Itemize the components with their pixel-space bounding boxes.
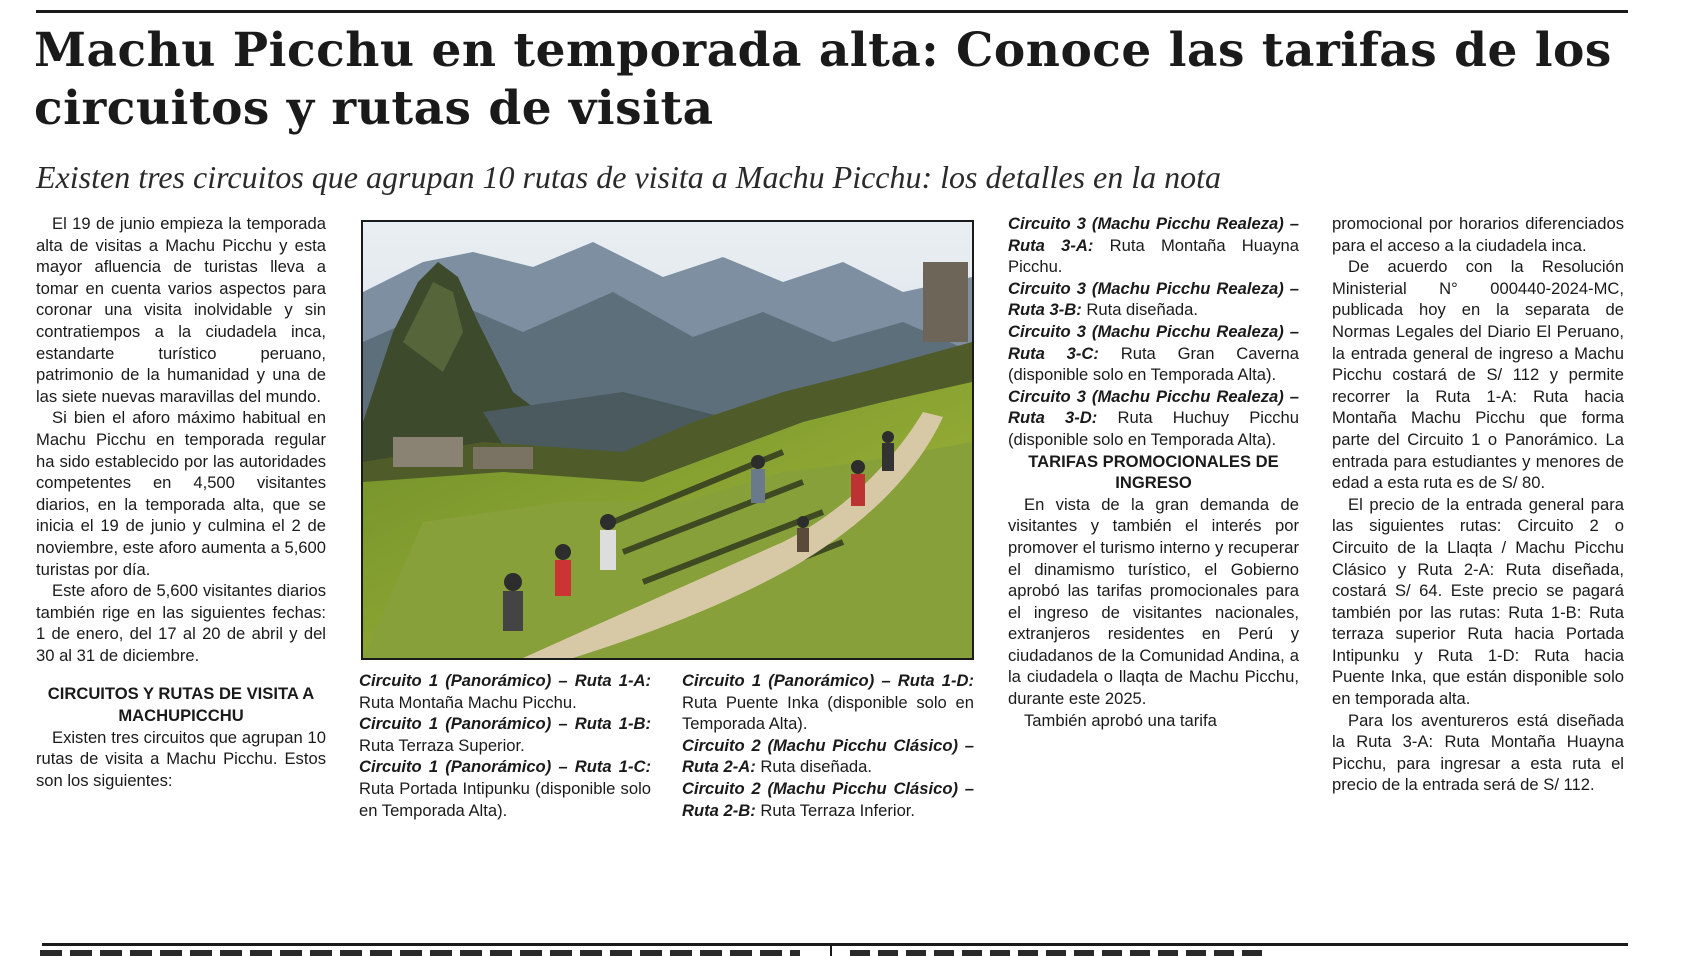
route-text: Ruta Huchuy Picchu (disponible solo en Temporada Alta). [1008, 408, 1299, 449]
route-label: Circuito 2 (Machu Picchu Clásico) – Ruta 2-A: [682, 735, 974, 777]
route-label: Circuito 1 (Panorámico) – Ruta 1-A: [359, 671, 651, 690]
route-label: Circuito 3 (Machu Picchu Realeza) – Ruta 3-B: [1008, 278, 1299, 320]
route-item [359, 713, 651, 756]
top-rule [36, 10, 1628, 13]
route-item [1008, 213, 1299, 278]
paragraph: Este aforo de 5,600 visitantes diarios también rige en las siguientes fechas: 1 de enero, del 17 al 20 de abril y del 30 al 31 de diciembre. [36, 581, 326, 665]
route-text: Ruta diseñada. [760, 757, 873, 777]
paragraph: promocional por horarios diferenciados para el acceso a la ciudadela inca. [1332, 214, 1624, 255]
route-text: Ruta Terraza Inferior. [760, 800, 916, 820]
route-item [1008, 321, 1299, 386]
paragraph: Existen tres circuitos que agrupan 10 rutas de visita a Machu Picchu. Estos son los siguientes: [36, 727, 326, 790]
route-item [1008, 386, 1299, 451]
route-text: Ruta diseñada. [1086, 300, 1199, 320]
article-column-4 [1008, 213, 1299, 731]
paragraph: También aprobó una tarifa [1024, 710, 1217, 730]
section-heading-tarifas: TARIFAS PROMOCIONALES DE INGRESO [1028, 451, 1279, 493]
bottom-rule [42, 943, 1628, 946]
paragraph: De acuerdo con la Resolución Ministerial N° 000440-2024-MC, publicada hoy en la separata de Normas Legales del Diario El Peruano, la entrada general de ingreso a Machu Picchu costará de S/ 112 y permite recorrer la Ruta 1-A: Ruta hacia Montaña Machu Picchu que forma parte del Circuito 1 o Panorámico. La entrada para estudiantes y menores de edad a esta ruta es de S/ 80. [1332, 257, 1624, 493]
paragraph: El precio de la entrada general para las siguientes rutas: Circuito 2 o Circuito de la Llaqta / Machu Picchu Clásico y Ruta 2-A: Ruta diseñada, costará S/ 64. Este precio se pagará también por las rutas: Ruta 1-B: Ruta terraza superior Ruta hacia Portada Intipunku y Ruta 1-D: Ruta hacia Puente Inka, que están disponible solo en temporada alta. [1332, 494, 1624, 709]
route-item [682, 670, 974, 735]
route-text: Ruta Montaña Huayna Picchu. [1008, 235, 1300, 277]
article-column-2 [359, 670, 651, 821]
route-label: Circuito 1 (Panorámico) – Ruta 1-B: [359, 714, 651, 734]
route-label: Circuito 1 (Panorámico) – Ruta 1-D: [682, 671, 974, 690]
route-label: Circuito 2 (Machu Picchu Clásico) – Ruta 2-B: [682, 778, 974, 820]
article-column-3 [682, 670, 974, 821]
paragraph: El 19 de junio empieza la temporada alta de visitas a Machu Picchu y esta mayor afluencia de turistas lleva a tomar en cuenta varios aspectos para coronar una visita inolvidable y sin contratiempos a la ciudadela inca, estandarte turístico peruano, patrimonio de la humanidad y una de las siete nuevas maravillas del mundo. [36, 214, 326, 406]
route-text: Ruta Gran Caverna (disponible solo en Temporada Alta). [1008, 343, 1299, 385]
route-item [1008, 278, 1299, 321]
route-text: Ruta Montaña Machu Picchu. [359, 692, 577, 712]
article-column-1 [36, 213, 326, 791]
paragraph: En vista de la gran demanda de visitantes y también el interés por promover el turismo interno y recuperar el dinamismo turístico, el Gobierno aprobó las tarifas promocionales para el ingreso de visitantes nacionales, extranjeros residentes en Perú y ciudadanos de la Comunidad Andina, a la ciudadela o llaqta de Machu Picchu, durante este 2025. [1008, 494, 1299, 709]
subhead: Existen tres circuitos que agrupan 10 rutas de visita a Machu Picchu: los detalles en la nota [36, 159, 1221, 195]
route-text: Ruta Portada Intipunku (disponible solo en Temporada Alta). [359, 778, 651, 820]
paragraph: Si bien el aforo máximo habitual en Machu Picchu en temporada regular ha sido establecido por las autoridades competentes en 4,500 visitantes diarios, en la temporada alta, que se inicia el 19 de junio y culmina el 2 de noviembre, este aforo aumenta a 5,600 turistas por día. [36, 408, 326, 579]
paragraph: Para los aventureros está diseñada la Ruta 3-A: Ruta Montaña Huayna Picchu, para ingresar a esta ruta el precio de la entrada será de S/ 112. [1332, 710, 1624, 795]
route-item [682, 778, 974, 821]
route-label: Circuito 3 (Machu Picchu Realeza) – Ruta 3-C: [1008, 321, 1299, 363]
route-label: Circuito 3 (Machu Picchu Realeza) – Ruta 3-D: [1008, 386, 1299, 428]
route-item [359, 756, 651, 821]
route-item [359, 670, 651, 713]
route-text: Ruta Puente Inka (disponible solo en Temporada Alta). [682, 692, 974, 734]
article-column-5 [1332, 213, 1624, 796]
route-label: Circuito 1 (Panorámico) – Ruta 1-C: [359, 757, 651, 777]
headline: Machu Picchu en temporada alta: Conoce las tarifas de los circuitos y rutas de visita [34, 23, 1612, 136]
cropped-next-article-text [850, 950, 1270, 956]
cropped-next-article-text [40, 950, 800, 956]
route-text: Ruta Terraza Superior. [359, 735, 525, 755]
column-divider [830, 946, 832, 956]
machu-picchu-photo [361, 220, 974, 660]
route-item [682, 735, 974, 778]
section-heading-circuitos: CIRCUITOS Y RUTAS DE VISITA A MACHUPICCHU [47, 684, 315, 726]
route-label: Circuito 3 (Machu Picchu Realeza) – Ruta 3-A: [1008, 214, 1299, 255]
